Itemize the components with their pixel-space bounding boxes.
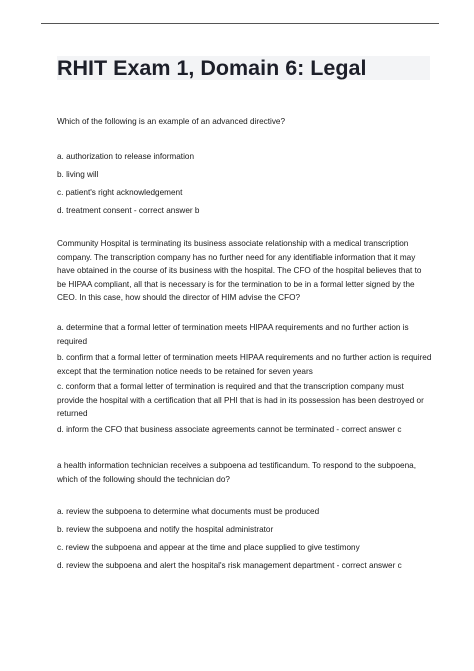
question-2-option-c: c. conform that a formal letter of termination is required and that the transcription company must provide the hospital with a certification that all PHI that is had in its possession has been destroyed or returned — [57, 382, 424, 418]
page-title: RHIT Exam 1, Domain 6: Legal — [57, 56, 367, 80]
question-1 — [57, 115, 432, 129]
question-3-option-a: a. review the subpoena to determine what documents must be produced — [57, 507, 320, 516]
question-3-option-b: b. review the subpoena and notify the hospital administrator — [57, 525, 274, 534]
question-2-option-d: d. inform the CFO that business associate agreements cannot be terminated - correct answer c — [57, 425, 402, 434]
question-3-option-d: d. review the subpoena and alert the hospital's risk management department - correct answer c — [57, 561, 402, 570]
question-3-option-c: c. review the subpoena and appear at the time and place supplied to give testimony — [57, 543, 360, 552]
question-2-prompt: Community Hospital is terminating its business associate relationship with a medical transcription company. The transcription company has no further need for any identifiable information that it may have obtained in the course of its business with the hospital. The CFO of the hospital believes that to be HIPAA compliant, all that is necessary is for the termination to be in a formal letter signed by the CEO. In this case, how should the director of HIM advise the CFO? — [57, 239, 422, 302]
question-2-option-b: b. confirm that a formal letter of termination meets HIPAA requirements and no further action is required except that the termination notice needs to be retained for seven years — [57, 353, 432, 376]
question-1-option-a: a. authorization to release information — [57, 152, 194, 161]
question-1-option-b: b. living will — [57, 170, 99, 179]
question-2 — [57, 237, 432, 305]
question-3 — [57, 459, 432, 486]
question-1-prompt: Which of the following is an example of an advanced directive? — [57, 117, 286, 126]
question-1-option-c: c. patient's right acknowledgement — [57, 188, 183, 197]
question-1-option-d: d. treatment consent - correct answer b — [57, 206, 200, 215]
question-3-prompt: a health information technician receives a subpoena ad testificandum. To respond to the subpoena, which of the following should the technician do? — [57, 461, 416, 484]
question-2-option-a: a. determine that a formal letter of termination meets HIPAA requirements and no further action is required — [57, 323, 409, 346]
top-divider — [41, 23, 439, 24]
